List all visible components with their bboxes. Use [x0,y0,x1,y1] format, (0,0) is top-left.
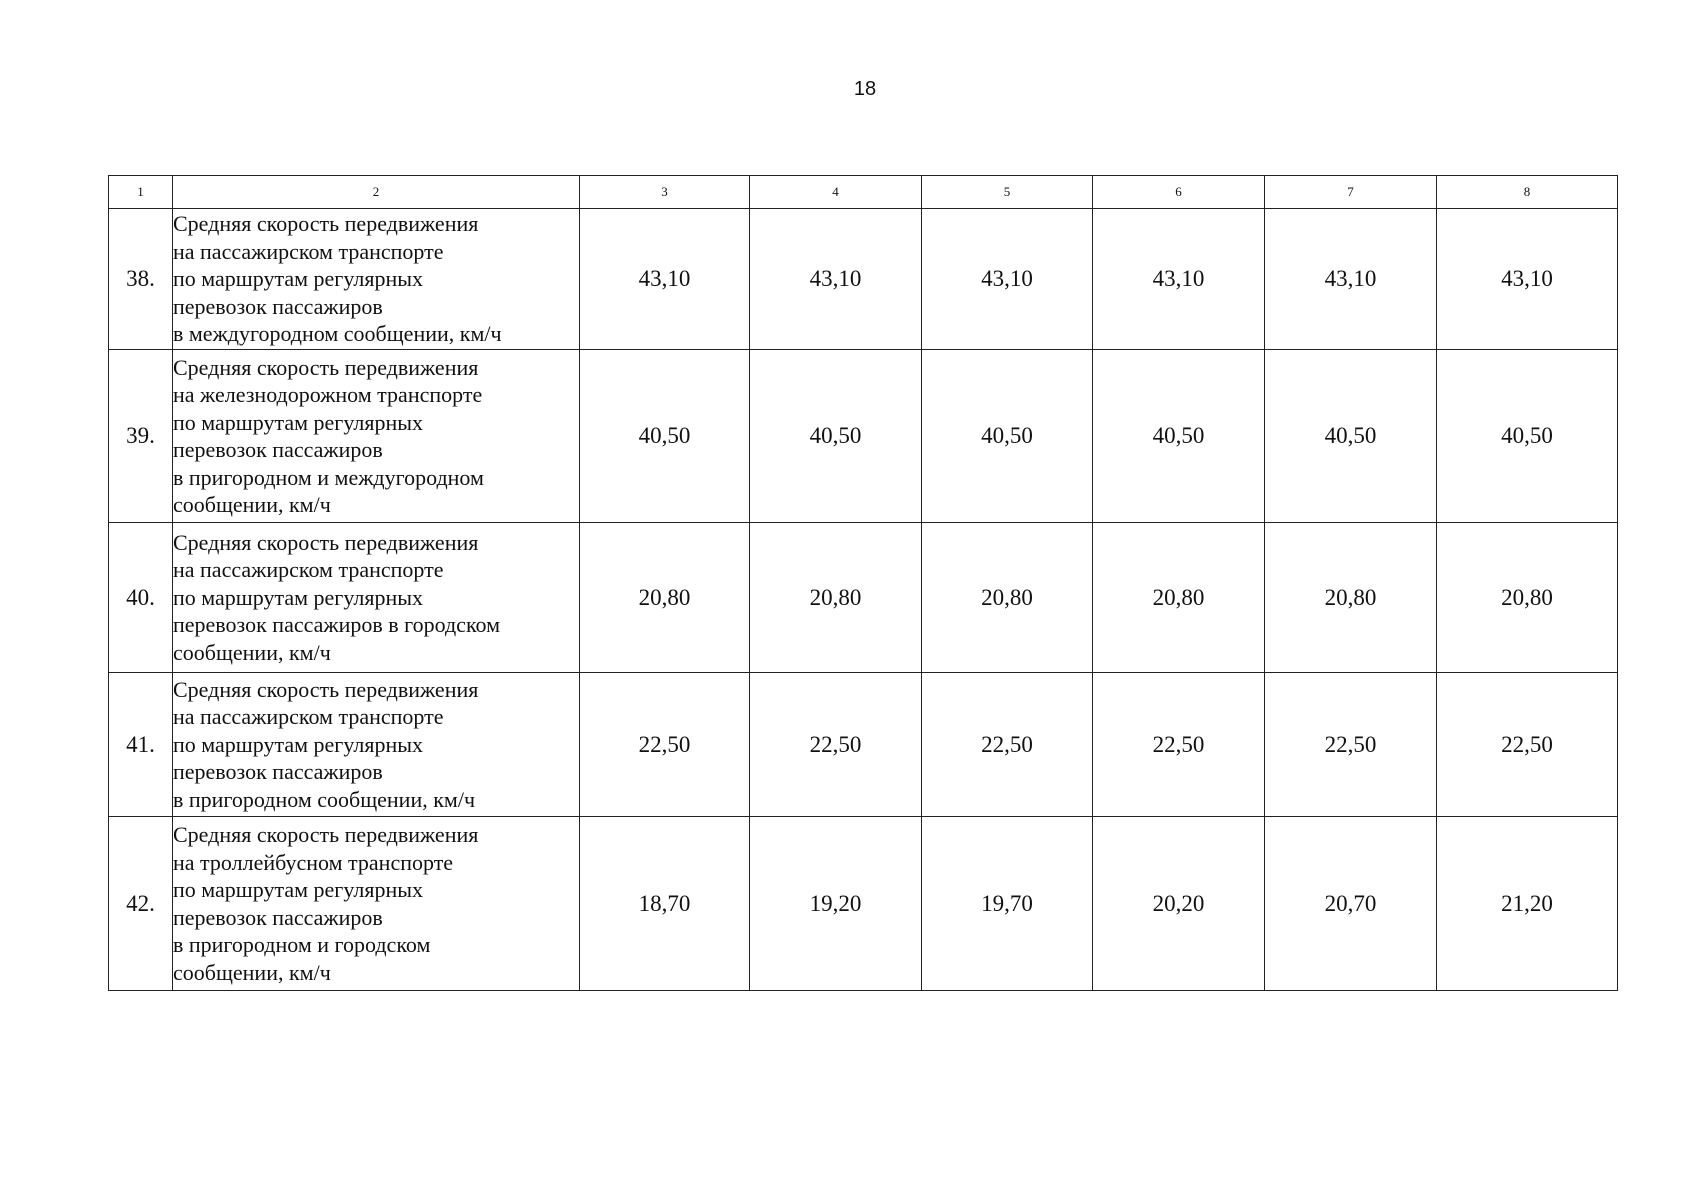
table-row [109,209,1618,350]
table-row [109,673,1618,817]
row-description [173,350,580,523]
description-line: на пассажирском транспорте [173,704,444,730]
data-table [108,175,1618,991]
value-cell: 40,50 [1265,350,1437,523]
value-cell: 18,70 [580,817,750,991]
description-line: сообщении, км/ч [173,492,331,517]
row-description [173,817,580,991]
description-line: сообщении, км/ч [173,639,331,665]
value-cell: 40,50 [750,350,922,523]
value-cell: 40,50 [1093,350,1265,523]
description-line: на троллейбусном транспорте [173,849,454,875]
description-line: Средняя скорость передвижения [173,211,479,237]
value-cell: 43,10 [750,209,922,350]
row-number: 40. [109,523,173,673]
value-cell: 20,80 [580,523,750,673]
row-number: 39. [109,350,173,523]
description-line: перевозок пассажиров [173,759,383,785]
table-row [109,817,1618,991]
description-line: перевозок пассажиров в городском [173,612,501,638]
value-cell: 43,10 [1265,209,1437,350]
column-header: 3 [580,176,750,209]
description-line: на пассажирском транспорте [173,238,444,264]
value-cell: 22,50 [580,673,750,817]
value-cell: 20,80 [1265,523,1437,673]
column-header: 4 [750,176,922,209]
row-number: 42. [109,817,173,991]
value-cell: 20,80 [1093,523,1265,673]
value-cell: 40,50 [922,350,1093,523]
value-cell: 20,80 [1437,523,1618,673]
value-cell: 19,20 [750,817,922,991]
value-cell: 20,80 [750,523,922,673]
description-line: по маршрутам регулярных [173,584,424,610]
description-line: по маршрутам регулярных [173,409,424,435]
description-line: по маршрутам регулярных [173,266,424,292]
column-header: 1 [109,176,173,209]
value-cell: 20,20 [1093,817,1265,991]
column-header: 6 [1093,176,1265,209]
description-line: Средняя скорость передвижения [173,676,479,702]
column-header: 5 [922,176,1093,209]
description-line: сообщении, км/ч [173,959,331,985]
column-header: 8 [1437,176,1618,209]
row-description [173,209,580,350]
description-line: перевозок пассажиров [173,437,383,462]
value-cell: 22,50 [750,673,922,817]
value-cell: 21,20 [1437,817,1618,991]
value-cell: 40,50 [580,350,750,523]
description-line: перевозок пассажиров [173,904,383,930]
description-line: Средняя скорость передвижения [173,529,479,555]
column-number-row [109,176,1618,209]
page-number: 18 [853,78,877,100]
row-number: 41. [109,673,173,817]
value-cell: 43,10 [1093,209,1265,350]
value-cell: 22,50 [1265,673,1437,817]
value-cell: 22,50 [922,673,1093,817]
description-line: перевозок пассажиров [173,293,383,319]
value-cell: 20,70 [1265,817,1437,991]
value-cell: 22,50 [1093,673,1265,817]
row-description [173,523,580,673]
row-number: 38. [109,209,173,350]
description-line: в пригородном и городском [173,932,431,957]
table-row [109,350,1618,523]
description-line: Средняя скорость передвижения [173,822,479,847]
description-line: на пассажирском транспорте [173,557,444,583]
description-line: в пригородном сообщении, км/ч [173,786,476,812]
description-line: по маршрутам регулярных [173,877,424,902]
description-line: по маршрутам регулярных [173,731,424,757]
value-cell: 20,80 [922,523,1093,673]
description-line: в междугородном сообщении, км/ч [173,321,502,347]
column-header: 2 [173,176,580,209]
row-description [173,673,580,817]
value-cell: 43,10 [922,209,1093,350]
value-cell: 43,10 [580,209,750,350]
description-line: на железнодорожном транспорте [173,382,483,407]
description-line: в пригородном и междугородном [173,464,484,490]
value-cell: 43,10 [1437,209,1618,350]
value-cell: 40,50 [1437,350,1618,523]
value-cell: 19,70 [922,817,1093,991]
table-row [109,523,1618,673]
value-cell: 22,50 [1437,673,1618,817]
description-line: Средняя скорость передвижения [173,354,479,380]
column-header: 7 [1265,176,1437,209]
